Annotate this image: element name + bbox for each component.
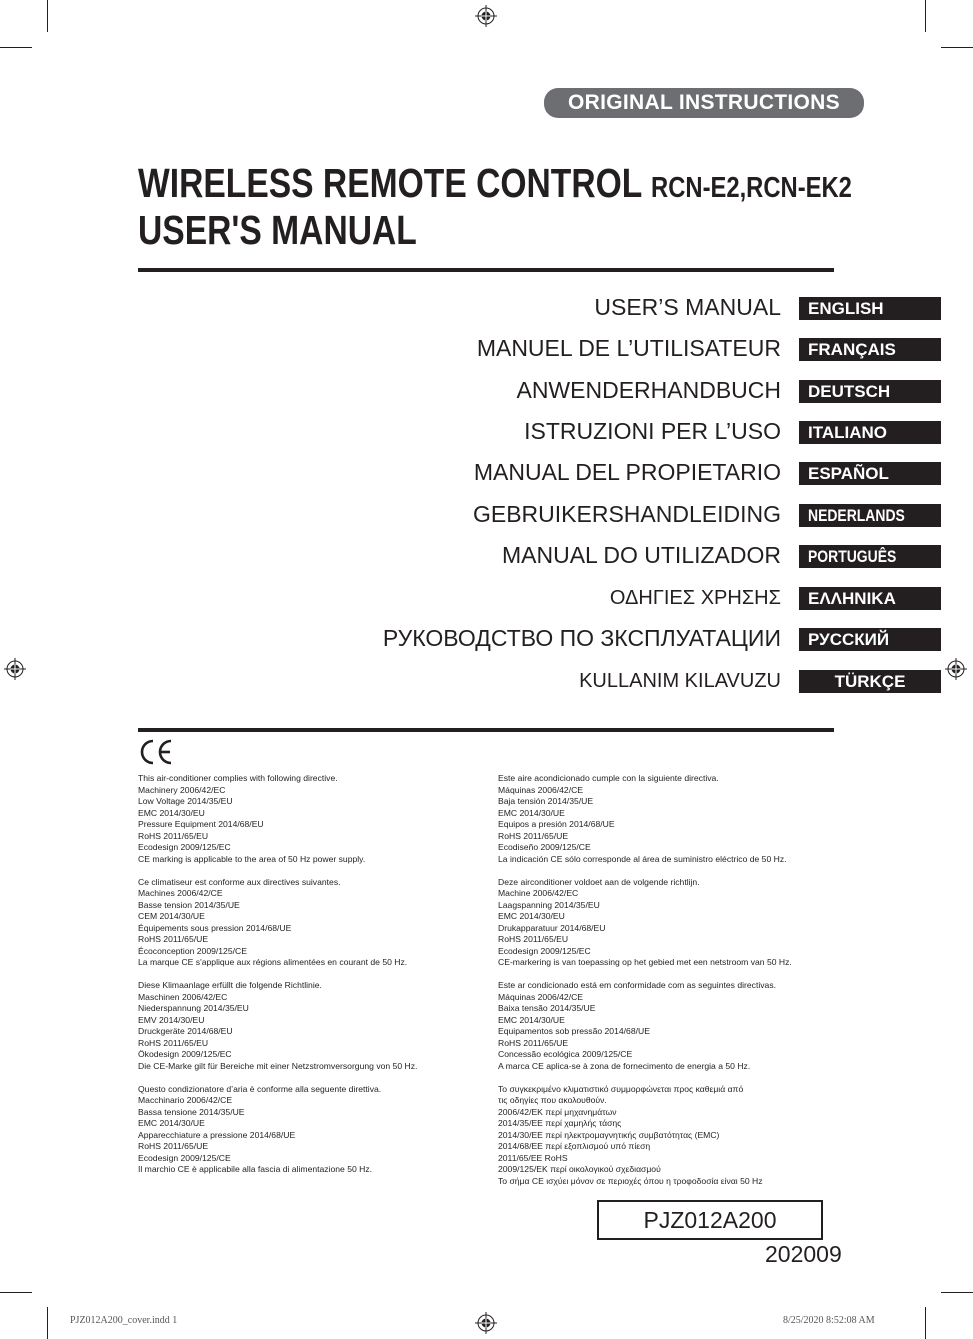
model-numbers: RCN-E2,RCN-EK2 bbox=[651, 172, 852, 204]
crop-mark bbox=[47, 1307, 48, 1339]
directive-line: Diese Klimaanlage erfüllt die folgende Richtlinie. bbox=[138, 980, 322, 990]
directive-line: Bassa tensione 2014/35/UE bbox=[138, 1106, 245, 1117]
language-tag: ESPAÑOL bbox=[799, 462, 941, 485]
directive-line: 2014/68/ΕΕ περί εξοπλισμού υπό πίεση bbox=[498, 1141, 651, 1151]
registration-mark-icon bbox=[475, 1312, 497, 1334]
directive-line: RoHS 2011/65/EU bbox=[138, 1037, 209, 1048]
registration-mark-icon bbox=[945, 658, 967, 680]
directive-line: Το σήμα CE ισχύει μόνον σε περιοχές όπου η τροφοδοσία είναι 50 Hz bbox=[498, 1175, 763, 1186]
crop-mark bbox=[941, 1292, 973, 1293]
language-tag: ΕΛΛΗΝΙΚΑ bbox=[799, 587, 941, 610]
directive-line: Este ar condicionado está em conformidade com as seguintes directivas. bbox=[498, 980, 777, 990]
divider-top bbox=[138, 268, 834, 272]
directive-line: Machine 2006/42/EC bbox=[498, 888, 579, 898]
directive-line: Drukapparatuur 2014/68/EU bbox=[498, 922, 606, 933]
directive-line: Questo condizionatore d’aria è conforme alla seguente direttiva. bbox=[138, 1083, 382, 1094]
language-manual-title: USER’S MANUAL bbox=[594, 294, 781, 320]
language-tag: DEUTSCH bbox=[799, 380, 941, 403]
directive-line: 2009/125/ΕΚ περί οικολογικού σχεδιασμού bbox=[498, 1164, 661, 1174]
directive-line: Machinery 2006/42/EC bbox=[138, 784, 226, 795]
directive-line: Équipements sous pression 2014/68/UE bbox=[138, 922, 292, 933]
directives-left-column bbox=[138, 773, 498, 1187]
directive-line: Macchinario 2006/42/CE bbox=[138, 1095, 233, 1105]
directive-line: RoHS 2011/65/UE bbox=[138, 1141, 209, 1151]
directive-line: Il marchio CE è applicabile alla fascia di alimentazione 50 Hz. bbox=[138, 1164, 373, 1174]
directive-block bbox=[138, 980, 498, 1072]
directive-block bbox=[138, 877, 498, 969]
crop-mark bbox=[925, 0, 926, 32]
directive-line: Ecodesign 2009/125/EC bbox=[498, 945, 591, 956]
language-tag: FRANÇAIS bbox=[799, 338, 941, 361]
language-tag bbox=[799, 504, 941, 527]
language-tag-text: PORTUGUÊS bbox=[808, 547, 897, 566]
directive-line: Ecodesign 2009/125/CE bbox=[138, 1152, 231, 1163]
crop-mark bbox=[0, 47, 32, 48]
directive-line: Ökodesign 2009/125/EC bbox=[138, 1049, 232, 1059]
directive-line: Basse tension 2014/35/UE bbox=[138, 899, 240, 910]
part-number: PJZ012A200 bbox=[597, 1200, 823, 1240]
language-manual-title: ANWENDERHANDBUCH bbox=[516, 377, 781, 403]
directive-line: Deze airconditioner voldoet aan de volgende richtlijn. bbox=[498, 876, 700, 887]
language-manual-title: РУКОВОДСТВО ПО ЗКСПЛУАТАЦИИ bbox=[382, 625, 781, 651]
directive-line: EMC 2014/30/UE bbox=[138, 1118, 205, 1128]
directive-line: RoHS 2011/65/EU bbox=[498, 934, 569, 944]
language-manual-title: ISTRUZIONI PER L’USO bbox=[524, 418, 781, 444]
directive-block bbox=[498, 877, 858, 969]
language-row-italian bbox=[138, 418, 941, 445]
directive-line: EMC 2014/30/UE bbox=[498, 1014, 565, 1025]
date-code: 202009 bbox=[765, 1241, 842, 1267]
registration-mark-icon bbox=[4, 658, 26, 680]
directives-right-column bbox=[498, 773, 858, 1199]
language-manual-title: KULLANIM KILAVUZU bbox=[579, 670, 781, 692]
language-tag: РУССКИЙ bbox=[799, 628, 941, 651]
directive-block bbox=[138, 773, 498, 865]
language-tag: ITALIANO bbox=[799, 421, 941, 444]
language-manual-title: ΟΔΗΓΙΕΣ ΧΡΗΣΗΣ bbox=[609, 587, 781, 609]
directive-line: Écoconception 2009/125/CE bbox=[138, 945, 247, 956]
directive-line: Druckgeräte 2014/68/EU bbox=[138, 1026, 233, 1036]
language-row-german bbox=[138, 377, 941, 404]
language-tag bbox=[799, 545, 941, 568]
directive-line: 2014/30/ΕΕ περί ηλεκτρομαγνητικής συμβατότητας (EMC) bbox=[498, 1129, 720, 1140]
directive-line: RoHS 2011/65/UE bbox=[498, 1037, 569, 1048]
directive-line: EMC 2014/30/EU bbox=[138, 807, 205, 818]
language-tag: TÜRKÇE bbox=[799, 670, 941, 693]
directive-line: Die CE-Marke gilt für Bereiche mit einer Netzstromversorgung von 50 Hz. bbox=[138, 1060, 418, 1071]
divider-bottom bbox=[138, 728, 834, 732]
directive-line: Baixa tensão 2014/35/UE bbox=[498, 1003, 596, 1013]
directive-line: Ecodiseño 2009/125/CE bbox=[498, 842, 591, 852]
directive-line: RoHS 2011/65/UE bbox=[498, 830, 569, 841]
language-manual-title: MANUAL DEL PROPIETARIO bbox=[473, 459, 781, 485]
directive-line: La indicación CE sólo corresponde al área de suministro eléctrico de 50 Hz. bbox=[498, 853, 787, 864]
directive-line: Este aire acondicionado cumple con la siguiente directiva. bbox=[498, 773, 719, 783]
original-instructions-badge: ORIGINAL INSTRUCTIONS bbox=[544, 88, 864, 118]
directive-block bbox=[498, 773, 858, 865]
directive-line: La marque CE s'applique aux régions alimentées en courant de 50 Hz. bbox=[138, 957, 408, 967]
directive-line: RoHS 2011/65/EU bbox=[138, 830, 209, 841]
directive-line: Machines 2006/42/CE bbox=[138, 888, 223, 898]
language-row-russian bbox=[138, 625, 941, 652]
language-row-greek bbox=[138, 587, 941, 611]
ce-mark-icon bbox=[138, 739, 174, 765]
language-row-spanish bbox=[138, 459, 941, 486]
directive-line: EMV 2014/30/EU bbox=[138, 1014, 205, 1025]
language-manual-title: MANUAL DO UTILIZADOR bbox=[501, 542, 781, 568]
directive-line: Maschinen 2006/42/EC bbox=[138, 991, 228, 1002]
directive-line: Pressure Equipment 2014/68/EU bbox=[138, 819, 264, 829]
directive-line: RoHS 2011/65/UE bbox=[138, 934, 209, 944]
language-row-turkish bbox=[138, 670, 941, 694]
directive-line: EMC 2014/30/EU bbox=[498, 911, 565, 921]
registration-mark-icon bbox=[475, 5, 497, 27]
directive-line: EMC 2014/30/UE bbox=[498, 807, 565, 818]
directive-line: This air-conditioner complies with following directive. bbox=[138, 773, 338, 783]
directive-line: Low Voltage 2014/35/EU bbox=[138, 796, 233, 806]
directive-line: Máquinas 2006/42/CE bbox=[498, 991, 584, 1002]
directive-block bbox=[138, 1084, 498, 1176]
directive-line: Concessão ecológica 2009/125/CE bbox=[498, 1049, 633, 1059]
language-row-english bbox=[138, 294, 941, 321]
directive-block bbox=[498, 1084, 858, 1188]
footer-timestamp: 8/25/2020 8:52:08 AM bbox=[783, 1315, 875, 1326]
directive-line: CEM 2014/30/UE bbox=[138, 911, 205, 921]
language-row-dutch bbox=[138, 501, 941, 528]
directive-line: 2014/35/ΕΕ περί χαμηλής τάσης bbox=[498, 1118, 622, 1128]
directive-line: Laagspanning 2014/35/EU bbox=[498, 899, 600, 910]
directive-line: Máquinas 2006/42/CE bbox=[498, 784, 584, 795]
directive-line: 2006/42/ΕΚ περί μηχανημάτων bbox=[498, 1106, 617, 1117]
directive-line: A marca CE aplica-se à zona de fornecimento de energia a 50 Hz. bbox=[498, 1060, 751, 1071]
directive-line: Niederspannung 2014/35/EU bbox=[138, 1003, 249, 1013]
language-row-portuguese bbox=[138, 542, 941, 569]
directive-line: τις οδηγίες που ακολουθούν. bbox=[498, 1095, 607, 1105]
footer-filename: PJZ012A200_cover.indd 1 bbox=[70, 1315, 178, 1326]
directive-line: CE marking is applicable to the area of 50 Hz power supply. bbox=[138, 853, 366, 864]
language-manual-title: MANUEL DE L’UTILISATEUR bbox=[476, 335, 781, 361]
language-tag-text: NEDERLANDS bbox=[808, 506, 905, 525]
directive-block bbox=[498, 980, 858, 1072]
language-tag: ENGLISH bbox=[799, 297, 941, 320]
title-line-1: WIRELESS REMOTE CONTROL bbox=[138, 160, 642, 206]
directive-line: Equipos a presión 2014/68/UE bbox=[498, 819, 615, 829]
crop-mark bbox=[941, 47, 973, 48]
directive-line: 2011/65/ΕΕ RoHS bbox=[498, 1152, 568, 1163]
document-title bbox=[138, 160, 852, 207]
crop-mark bbox=[925, 1307, 926, 1339]
crop-mark bbox=[47, 0, 48, 32]
document-subtitle: USER'S MANUAL bbox=[138, 207, 417, 253]
language-manual-title: GEBRUIKERSHANDLEIDING bbox=[472, 501, 781, 527]
directive-line: Ce climatiseur est conforme aux directives suivantes. bbox=[138, 876, 341, 887]
directive-line: Ecodesign 2009/125/EC bbox=[138, 842, 231, 852]
directive-line: Baja tensión 2014/35/UE bbox=[498, 796, 594, 806]
directive-line: Equipamentos sob pressão 2014/68/UE bbox=[498, 1026, 650, 1036]
crop-mark bbox=[0, 1292, 32, 1293]
directive-line: Apparecchiature a pressione 2014/68/UE bbox=[138, 1129, 296, 1140]
directive-line: Το συγκεκριμένο κλιματιστικό συμμορφώνεται προς καθεμιά από bbox=[498, 1083, 744, 1094]
language-row-french bbox=[138, 335, 941, 362]
directive-line: CE-markering is van toepassing op het gebied met een netstroom van 50 Hz. bbox=[498, 957, 792, 967]
